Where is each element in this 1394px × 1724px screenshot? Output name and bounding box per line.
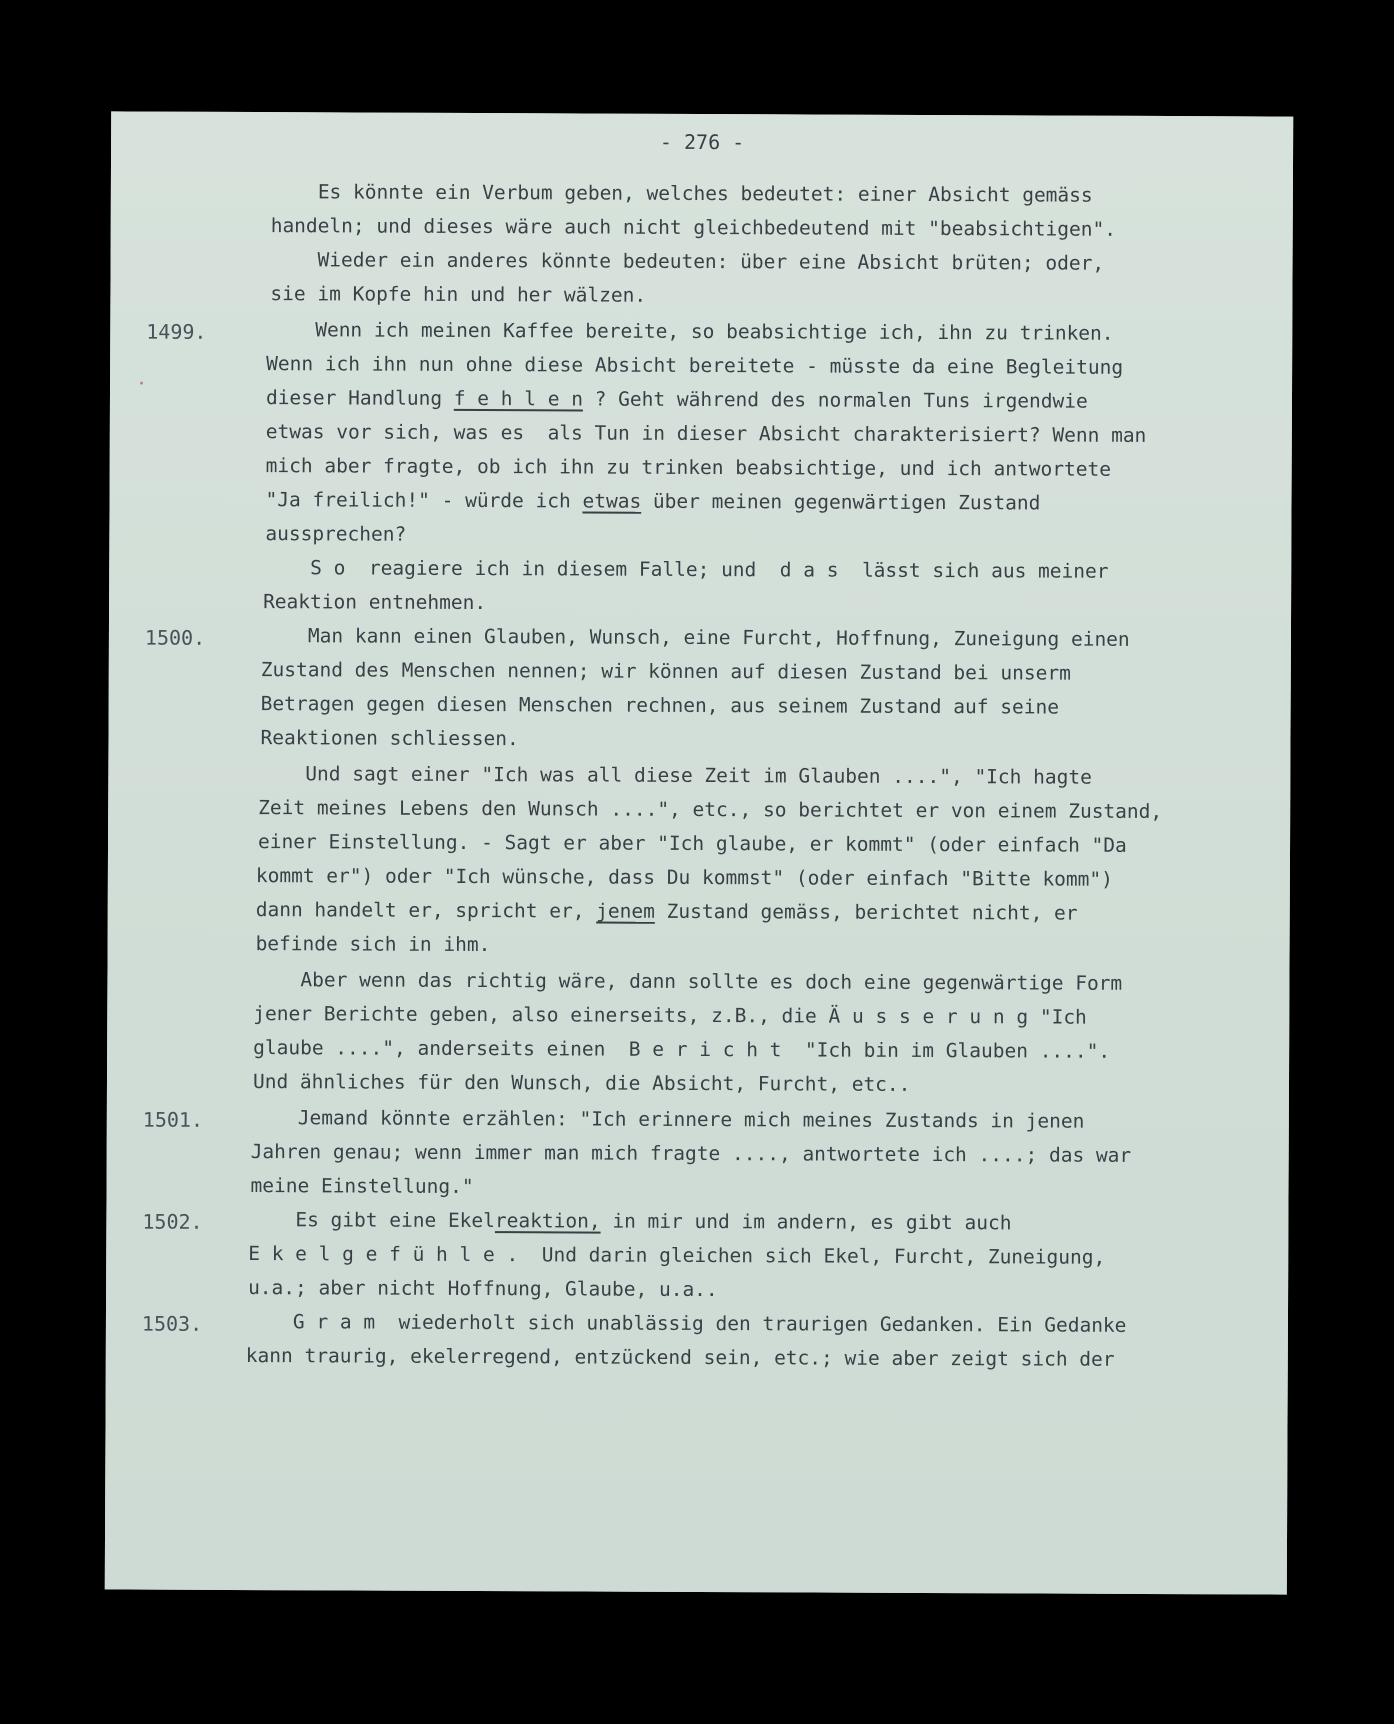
text-line: sie im Kopfe hin und her wälzen.: [270, 282, 647, 307]
text-line: Man kann einen Glauben, Wunsch, eine Furcht, Hoffnung, Zuneigung einen: [260, 624, 1130, 651]
text-line: u.a.; aber nicht Hoffnung, Glaube, u.a..: [248, 1276, 718, 1302]
typewritten-page: [105, 111, 1293, 1594]
margin-number-1500: 1500.: [144, 625, 206, 650]
margin-number-1503: 1503.: [141, 1311, 203, 1336]
text-line: Zustand des Menschen nennen; wir können auf diesen Zustand bei unserm: [260, 658, 1071, 685]
text-line: G r a m wiederholt sich unablässig den traurigen Gedanken. Ein Gedanke: [245, 1310, 1127, 1337]
text-line: etwas vor sich, was es als Tun in dieser Absicht charakterisiert? Wenn man: [265, 420, 1147, 447]
text-line: E k e l g e f ü h l e . Und darin gleichen sich Ekel, Furcht, Zuneigung,: [248, 1242, 1106, 1269]
text-line: Wenn ich meinen Kaffee bereite, so beabsichtige ich, ihn zu trinken.: [268, 318, 1114, 345]
text-line: dann handelt er, spricht er, jenem Zustand gemäss, berichtet nicht, er: [255, 898, 1078, 925]
text-line: aussprechen?: [265, 522, 407, 546]
underlined-word: reaktion,: [494, 1209, 601, 1233]
text-line: S o reagiere ich in diesem Falle; und d a s lässt sich aus meiner: [263, 556, 1109, 583]
text-line: Wieder ein anderes könnte bedeuten: über eine Absicht brüten; oder,: [270, 248, 1105, 275]
text-line: Aber wenn das richtig wäre, dann sollte es doch eine gegenwärtige Form: [253, 968, 1123, 995]
text-line: Es gibt eine Ekelreaktion, in mir und im andern, es gibt auch: [248, 1208, 1012, 1235]
text-line: Betragen gegen diesen Menschen rechnen, aus seinem Zustand auf seine: [260, 692, 1060, 719]
text-line: Jahren genau; wenn immer man mich fragte ...., antwortete ich ....; das war: [250, 1140, 1132, 1167]
underlined-word: f e h l e n: [453, 386, 584, 411]
text-line: Jemand könnte erzählen: "Ich erinnere mich meines Zustands in jenen: [250, 1106, 1085, 1133]
text-line: Es könnte ein Verbum geben, welches bedeutet: einer Absicht gemäss: [270, 180, 1093, 207]
text-line: einer Einstellung. - Sagt er aber "Ich glaube, er kommt" (oder einfach "Da: [257, 830, 1127, 857]
text-line: handeln; und dieses wäre auch nicht gleichbedeutend mit "beabsichtigen".: [270, 214, 1117, 241]
underlined-word: etwas: [582, 489, 642, 513]
text-line: kann traurig, ekelerregend, entzückend sein, etc.; wie aber zeigt sich der: [245, 1344, 1115, 1371]
ink-mark: [140, 382, 143, 385]
margin-number-1501: 1501.: [142, 1107, 204, 1132]
underlined-word: jenem: [596, 899, 655, 923]
text-line: kommt er") oder "Ich wünsche, dass Du kommst" (oder einfach "Bitte komm"): [255, 864, 1113, 891]
text-line: jener Berichte geben, also einerseits, z.B., die Ä u s s e r u n g "Ich: [253, 1002, 1087, 1029]
page-number: - 276 -: [659, 129, 745, 155]
text-line: Und ähnliches für den Wunsch, die Absicht, Furcht, etc..: [252, 1070, 911, 1096]
text-line: Reaktionen schliessen.: [260, 726, 519, 751]
text-line: Reaktion entnehmen.: [263, 590, 487, 615]
text-line: Wenn ich ihn nun ohne diese Absicht bereitete - müsste da eine Begleitung: [266, 352, 1124, 379]
margin-number-1502: 1502.: [142, 1209, 203, 1234]
text-line: Zeit meines Lebens den Wunsch ....", etc., so berichtet er von einem Zustand,: [258, 796, 1163, 824]
text-line: mich aber fragte, ob ich ihn zu trinken beabsichtige, und ich antwortete: [265, 454, 1112, 481]
text-line: dieser Handlung f e h l e n ? Geht während des normalen Tuns irgendwie: [265, 386, 1088, 413]
text-line: meine Einstellung.": [250, 1174, 474, 1199]
text-line: "Ja freilich!" - würde ich etwas über meinen gegenwärtigen Zustand: [265, 488, 1041, 515]
text-line: glaube ....", anderseits einen B e r i c h t "Ich bin im Glauben ....".: [253, 1036, 1111, 1063]
text-line: befinde sich in ihm.: [255, 932, 491, 957]
margin-number-1499: 1499.: [146, 319, 207, 344]
text-line: Und sagt einer "Ich was all diese Zeit im Glauben ....", "Ich hagte: [258, 762, 1092, 789]
